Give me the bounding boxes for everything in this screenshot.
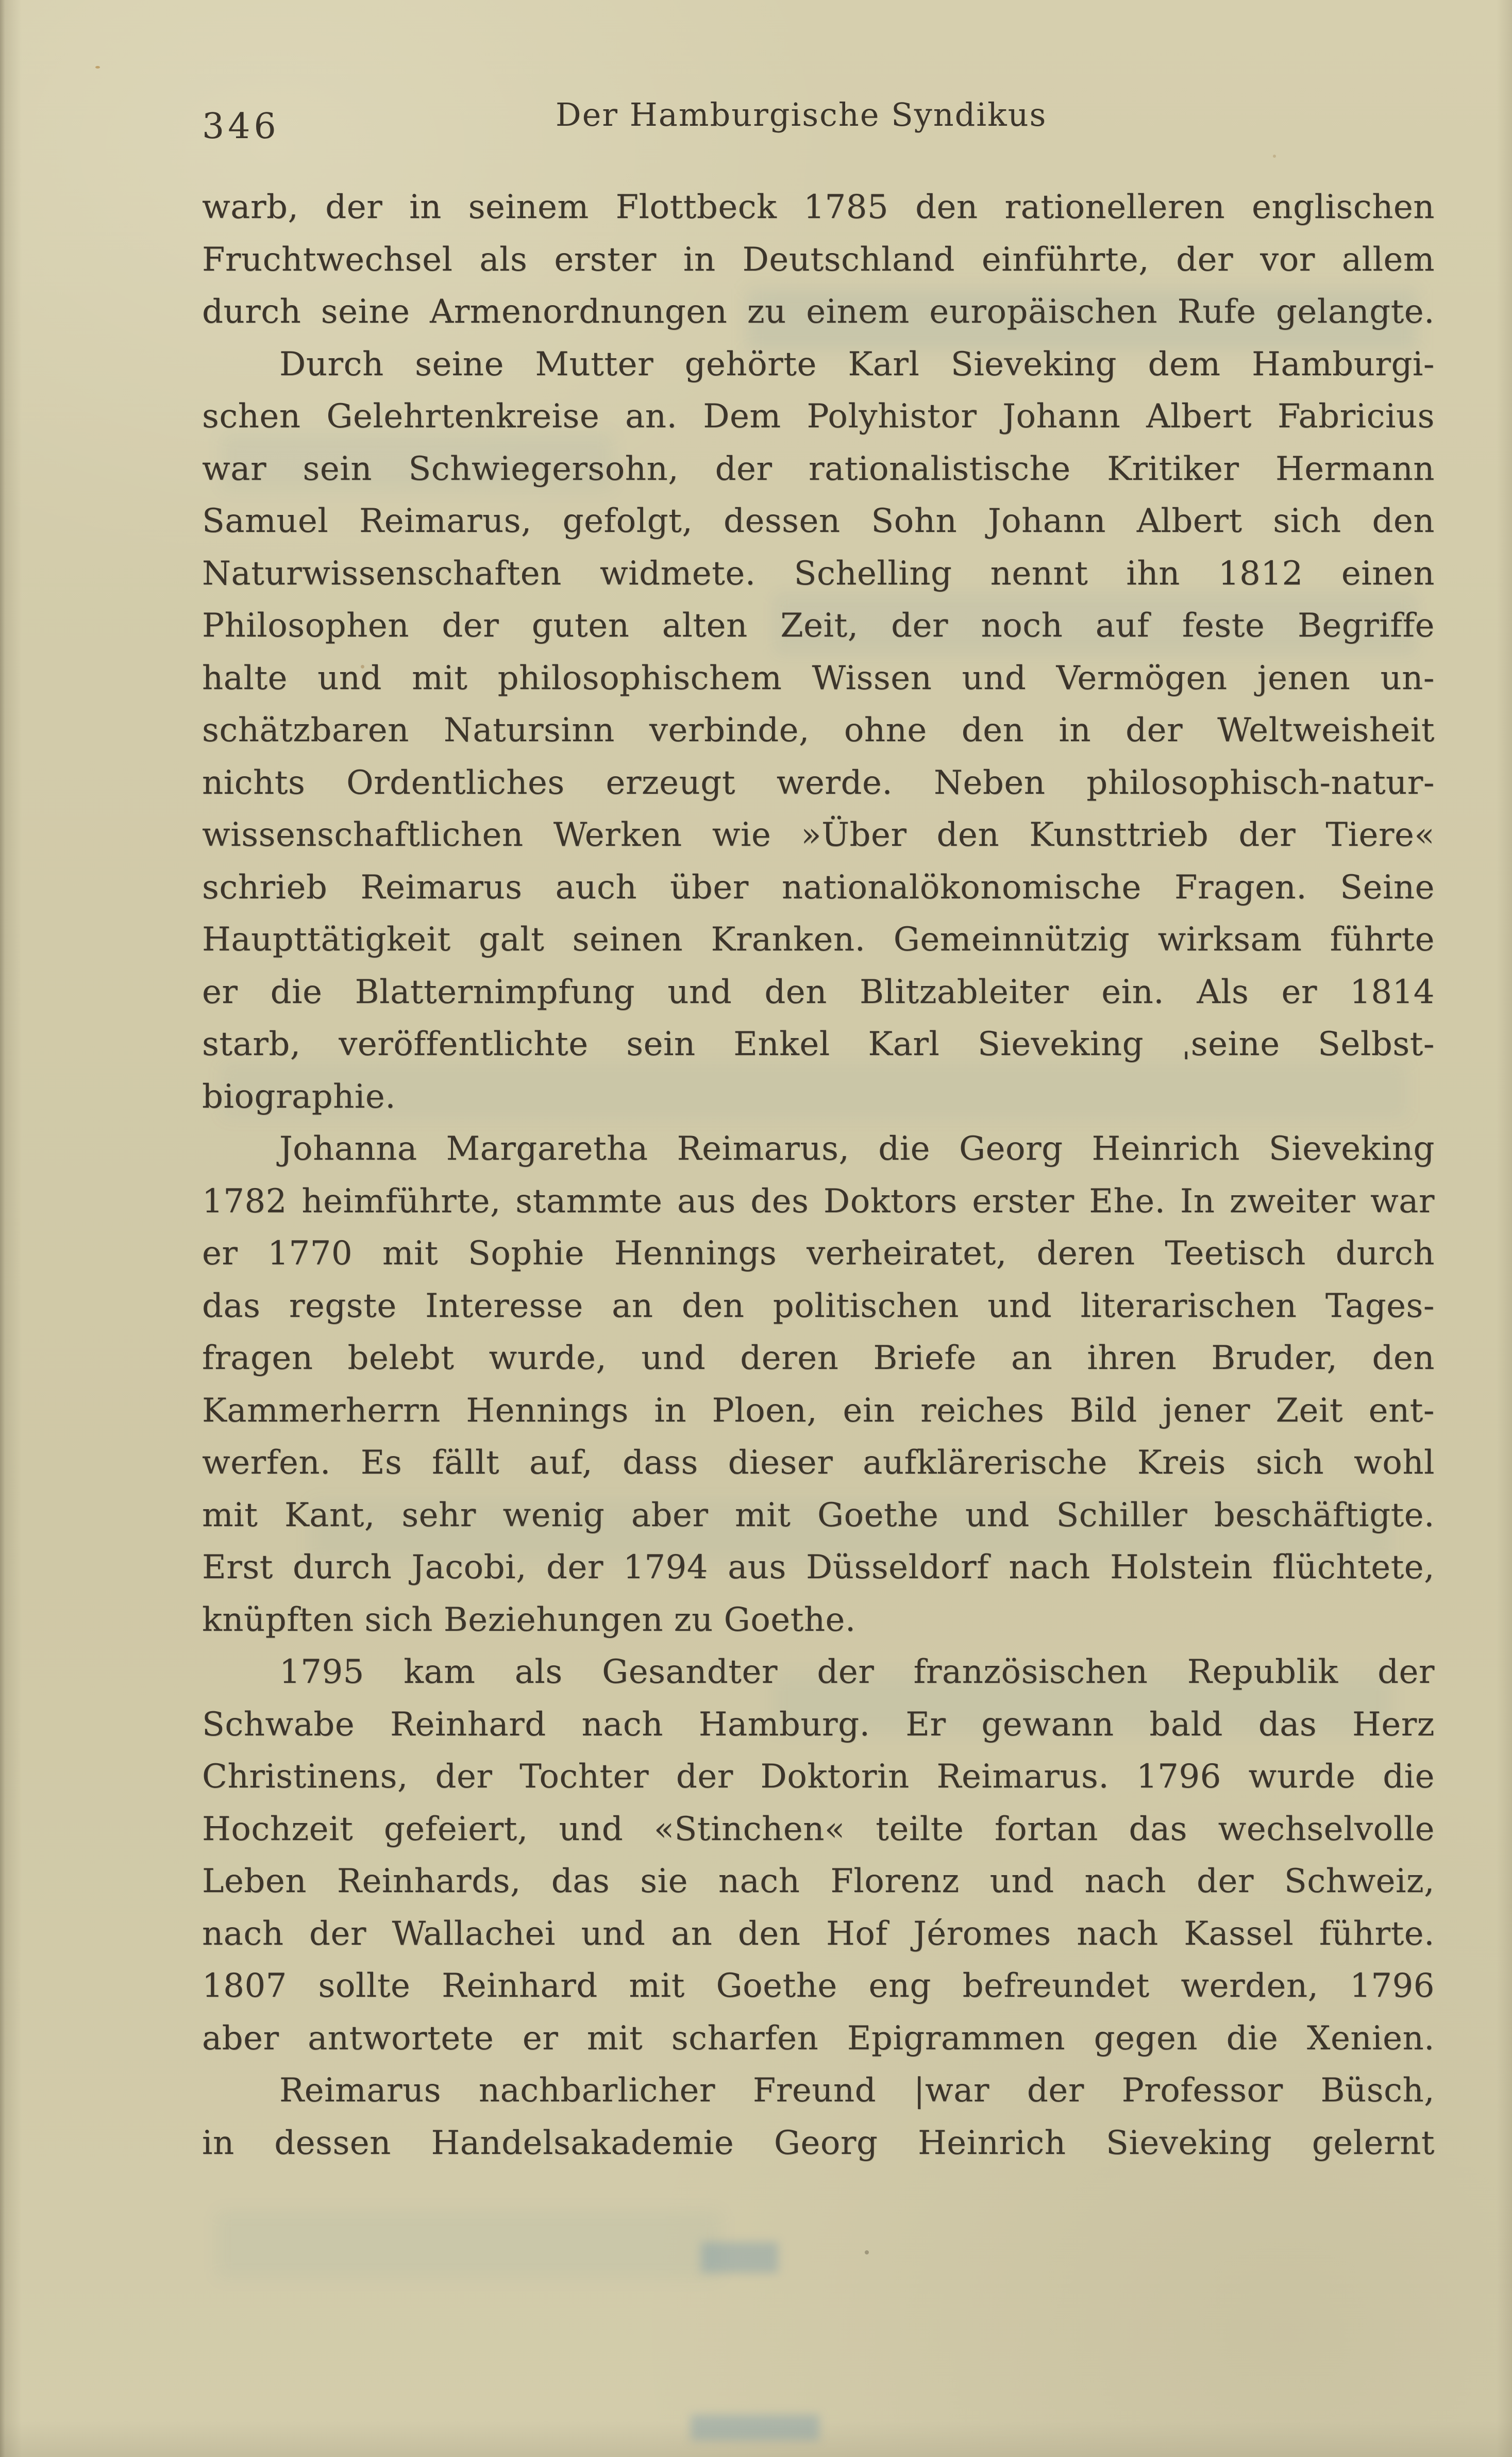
text-line: nichts Ordentliches erzeugt werde. Neben philosophisch-natur- xyxy=(202,763,1435,802)
text-line: Fruchtwechsel als erster in Deutschland einführte, der vor allem xyxy=(202,240,1435,279)
text-line: wissenschaftlichen Werken wie »Über den Kunsttrieb der Tiere« xyxy=(202,816,1435,854)
bleedthrough-ghost xyxy=(701,2242,778,2273)
text-line: 1795 kam als Gesandter der französischen Republik der xyxy=(279,1653,1435,1691)
body-text-block xyxy=(202,181,1435,2169)
text-line: warb, der in seinem Flottbeck 1785 den rationelleren englischen xyxy=(202,188,1435,226)
bleedthrough-ghost xyxy=(691,2415,819,2441)
text-line: Philosophen der guten alten Zeit, der noch auf feste Begriffe xyxy=(202,607,1435,645)
text-line: Erst durch Jacobi, der 1794 aus Düsseldorf nach Holstein flüchtete, xyxy=(202,1548,1435,1586)
text-line: er die Blatternimpfung und den Blitzableiter ein. Als er 1814 xyxy=(202,973,1435,1011)
text-line: Leben Reinhards, das sie nach Florenz und nach der Schweiz, xyxy=(202,1862,1435,1900)
text-line: Johanna Margaretha Reimarus, die Georg Heinrich Sieveking xyxy=(279,1130,1435,1168)
text-line: schätzbaren Natursinn verbinde, ohne den in der Weltweisheit xyxy=(202,711,1435,749)
bleedthrough-ghost xyxy=(216,2211,721,2278)
text-line: Durch seine Mutter gehörte Karl Sieveking dem Hamburgi- xyxy=(279,345,1435,383)
text-line: schrieb Reimarus auch über nationalökonomische Fragen. Seine xyxy=(202,868,1435,907)
paper-speck xyxy=(1273,155,1276,158)
text-line: durch seine Armenordnungen zu einem europäischen Rufe gelangte. xyxy=(202,293,1435,331)
text-line: in dessen Handelsakademie Georg Heinrich Sieveking gelernt xyxy=(202,2124,1435,2162)
text-line: knüpften sich Beziehungen zu Goethe. xyxy=(202,1600,856,1639)
text-line: halte und mit philosophischem Wissen und Vermögen jenen un- xyxy=(202,659,1435,697)
text-line: Hochzeit gefeiert, und «Stinchen« teilte fortan das wechselvolle xyxy=(202,1810,1435,1848)
page-number: 346 xyxy=(202,106,280,147)
text-line: schen Gelehrtenkreise an. Dem Polyhistor Johann Albert Fabricius xyxy=(202,397,1435,436)
text-line: starb, veröffentlichte sein Enkel Karl Sieveking ˌseine Selbst- xyxy=(202,1025,1435,1063)
text-line: mit Kant, sehr wenig aber mit Goethe und Schiller beschäftigte. xyxy=(202,1496,1435,1534)
text-line: fragen belebt wurde, und deren Briefe an ihren Bruder, den xyxy=(202,1339,1435,1377)
paper-speck xyxy=(95,66,100,69)
text-line: Naturwissenschaften widmete. Schelling nennt ihn 1812 einen xyxy=(202,554,1435,593)
text-line: Samuel Reimarus, gefolgt, dessen Sohn Johann Albert sich den xyxy=(202,502,1435,540)
text-line: werfen. Es fällt auf, dass dieser aufklärerische Kreis sich wohl xyxy=(202,1444,1435,1482)
text-line: war sein Schwiegersohn, der rationalistische Kritiker Hermann xyxy=(202,449,1435,488)
text-line: 1782 heimführte, stammte aus des Doktors erster Ehe. In zweiter war xyxy=(202,1182,1435,1221)
text-line: er 1770 mit Sophie Hennings verheiratet, deren Teetisch durch xyxy=(202,1234,1435,1273)
running-header: Der Hamburgische Syndikus xyxy=(556,96,1047,133)
text-line: Christinens, der Tochter der Doktorin Reimarus. 1796 wurde die xyxy=(202,1758,1435,1796)
text-line: Kammerherrn Hennings in Ploen, ein reiches Bild jener Zeit ent- xyxy=(202,1391,1435,1430)
text-line: Reimarus nachbarlicher Freund |war der Professor Büsch, xyxy=(279,2071,1435,2110)
paper-speck xyxy=(865,2250,869,2254)
text-line: das regste Interesse an den politischen und literarischen Tages- xyxy=(202,1286,1435,1325)
text-line: nach der Wallachei und an den Hof Jéromes nach Kassel führte. xyxy=(202,1914,1435,1953)
text-line: Schwabe Reinhard nach Hamburg. Er gewann bald das Herz xyxy=(202,1705,1435,1744)
text-line: biographie. xyxy=(202,1077,396,1116)
text-line: 1807 sollte Reinhard mit Goethe eng befreundet werden, 1796 xyxy=(202,1967,1435,2005)
text-line: Haupttätigkeit galt seinen Kranken. Gemeinnützig wirksam führte xyxy=(202,921,1435,959)
text-line: aber antwortete er mit scharfen Epigrammen gegen die Xenien. xyxy=(202,2019,1435,2058)
